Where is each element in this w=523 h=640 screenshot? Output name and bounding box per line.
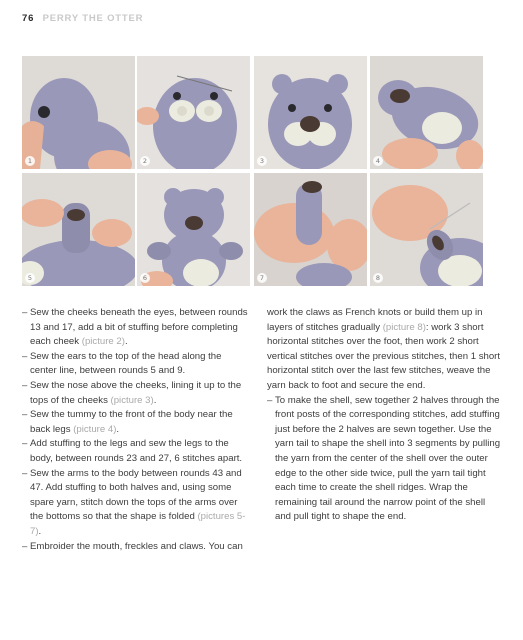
page-number: 76 xyxy=(22,13,35,24)
photo-3-otter-nose xyxy=(254,56,367,169)
instructions-right-column xyxy=(267,306,503,525)
instruction-step: – To make the shell, sew together 2 halves through the front posts of the corresponding stitches, add stuffing just before the 2 halves are sewn together. Use the yarn tail to shape the shell into 3 segments by pulling the yarn from the center of the shell over the outer edge to the other side twice, pull the yarn tail tight each time to create the shell ridges. Wrap the remaining tail around the narrow point of the shell and pull tight to shape the end. xyxy=(267,394,501,523)
photo-7-folded-arm xyxy=(254,173,367,286)
running-title: PERRY THE OTTER xyxy=(42,13,144,24)
picture-reference: (picture 4) xyxy=(73,423,117,435)
otter-tummy-illustration xyxy=(370,56,483,169)
photo-number-badge: 1 xyxy=(25,156,35,166)
instruction-step: – Add stuffing to the legs and sew the legs to the body, between rounds 23 and 27, 6 stitches apart. xyxy=(22,438,243,464)
picture-reference: (picture 2) xyxy=(81,336,125,348)
otter-head-illustration xyxy=(22,56,135,169)
photo-4-otter-tummy xyxy=(370,56,483,169)
photo-number-badge: 4 xyxy=(373,156,383,166)
instruction-step: – Embroider the mouth, freckles and claws. You can xyxy=(22,540,243,552)
otter-cheeks-illustration xyxy=(137,56,250,169)
photo-number-badge: 8 xyxy=(373,273,383,283)
arm-stuffing-illustration xyxy=(22,173,135,286)
photo-number-badge: 3 xyxy=(257,156,267,166)
instruction-step: – Sew the nose above the cheeks, lining it up to the tops of the cheeks (picture 3). xyxy=(22,379,242,406)
photo-8-claws xyxy=(370,173,483,286)
picture-reference: (picture 8) xyxy=(382,321,426,333)
instruction-step: – Sew the ears to the top of the head along the center line, between rounds 5 and 9. xyxy=(22,350,222,377)
photo-number-badge: 7 xyxy=(257,273,267,283)
instructions-left-column xyxy=(22,306,250,554)
picture-reference: (picture 3) xyxy=(110,394,154,406)
photo-1-otter-head-side xyxy=(22,56,135,169)
photo-number-badge: 2 xyxy=(140,156,150,166)
page-header xyxy=(22,13,143,24)
instruction-step: – Sew the tummy to the front of the body near the back legs (picture 4). xyxy=(22,409,233,435)
claws-illustration xyxy=(370,173,483,286)
photo-number-badge: 6 xyxy=(140,273,150,283)
instruction-step: – Sew the cheeks beneath the eyes, between rounds 13 and 17, add a bit of stuffing before completing each cheek (picture 2). xyxy=(22,307,248,348)
photo-2-otter-cheeks xyxy=(137,56,250,169)
photo-6-otter-arms xyxy=(137,173,250,286)
instruction-continuation: work the claws as French knots or build them up in layers of stitches gradually (picture 8): work 3 short horizontal stitches over the foot, then work 2 short vertical stitches over the previous stitches, then 1 short horizontal stitch over the last few stitches, weave the yarn back to foot and secure the end. xyxy=(267,307,501,391)
otter-nose-illustration xyxy=(254,56,367,169)
instruction-step: – Sew the arms to the body between rounds 43 and 47. Add stuffing to both halves and, using some spare yarn, stitch down the tops of the arms over the bottoms so that the shape is folded (pictures 5-7). xyxy=(22,467,246,537)
picture-reference: (pictures 5-7) xyxy=(30,511,246,537)
folded-arm-illustration xyxy=(254,173,367,286)
otter-arms-illustration xyxy=(137,173,250,286)
photo-5-arm-stuffing xyxy=(22,173,135,286)
photo-number-badge: 5 xyxy=(25,273,35,283)
